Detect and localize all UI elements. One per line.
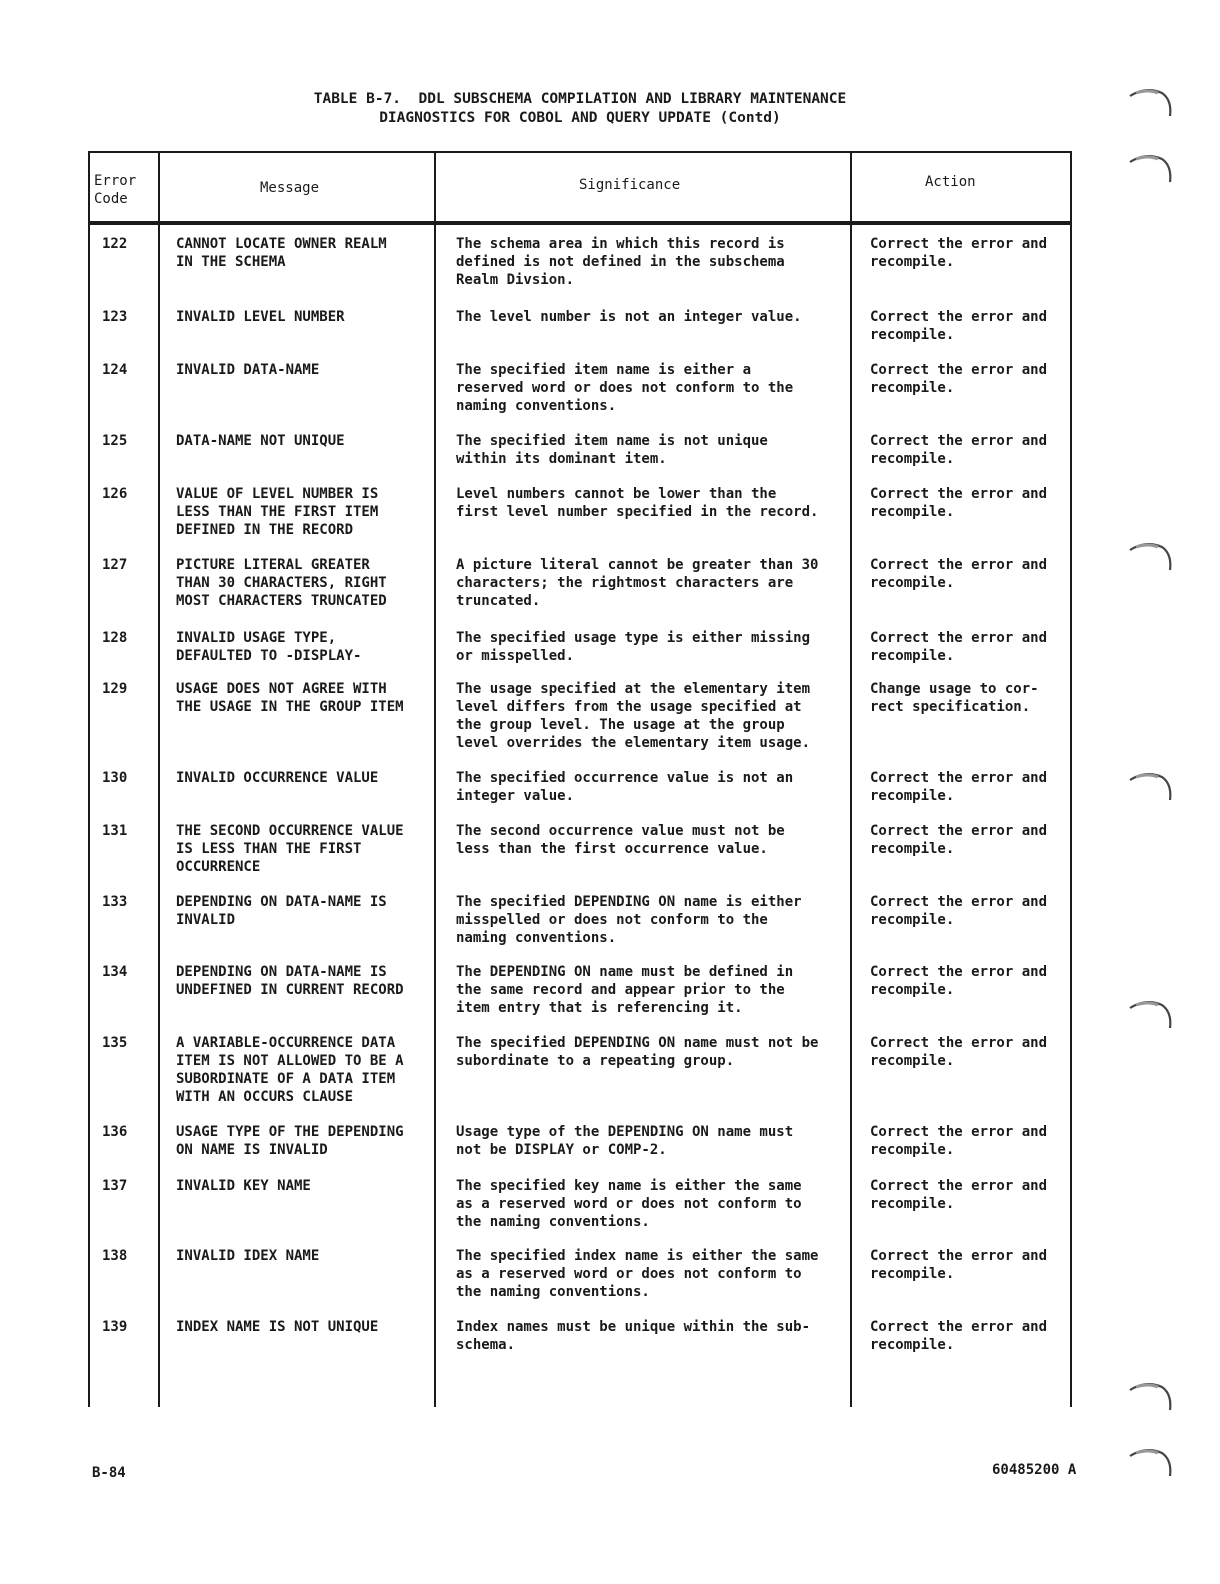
table-title-line-2: DIAGNOSTICS FOR COBOL AND QUERY UPDATE (Contd) (379, 110, 781, 126)
error-action: Correct the error and recompile. (870, 1178, 1048, 1212)
error-action: Correct the error and recompile. (870, 486, 1048, 520)
error-code: 135 (102, 1035, 128, 1051)
error-message: DATA-NAME NOT UNIQUE (176, 433, 345, 449)
error-significance: A picture literal cannot be greater than 30 characters; the rightmost characters are truncated. (456, 557, 819, 609)
error-action: Correct the error and recompile. (870, 362, 1048, 396)
error-message: CANNOT LOCATE OWNER REALM IN THE SCHEMA (176, 236, 387, 270)
page-number: B-84 (92, 1465, 126, 1481)
error-action: Correct the error and recompile. (870, 770, 1048, 804)
error-message: INDEX NAME IS NOT UNIQUE (176, 1319, 379, 1335)
error-significance: The second occurrence value must not be less than the first occurrence value. (456, 823, 785, 857)
error-message: INVALID LEVEL NUMBER (176, 309, 345, 325)
header-error-label: Error (94, 173, 137, 189)
error-significance: The specified item name is not unique within its dominant item. (456, 433, 768, 467)
header-double-rule (88, 221, 1072, 223)
error-message: INVALID KEY NAME (176, 1178, 311, 1194)
error-action: Correct the error and recompile. (870, 433, 1048, 467)
table-title-line-1: TABLE B-7. DDL SUBSCHEMA COMPILATION AND LIBRARY MAINTENANCE (313, 91, 847, 107)
error-action: Correct the error and recompile. (870, 557, 1048, 591)
error-message: INVALID DATA-NAME (176, 362, 320, 378)
table-row (88, 629, 1072, 680)
error-code: 128 (102, 630, 128, 646)
error-action: Change usage to cor- rect specification. (870, 681, 1039, 715)
error-action: Correct the error and recompile. (870, 309, 1048, 343)
error-code: 136 (102, 1124, 128, 1140)
error-code: 138 (102, 1248, 128, 1264)
error-action: Correct the error and recompile. (870, 236, 1048, 270)
error-significance: The specified index name is either the same as a reserved word or does not conform to the naming conventions. (456, 1248, 819, 1300)
error-message: VALUE OF LEVEL NUMBER IS LESS THAN THE FIRST ITEM DEFINED IN THE RECORD (176, 486, 379, 538)
error-message: PICTURE LITERAL GREATER THAN 30 CHARACTERS, RIGHT MOST CHARACTERS TRUNCATED (176, 557, 387, 609)
error-action: Correct the error and recompile. (870, 630, 1048, 664)
error-significance: Level numbers cannot be lower than the first level number specified in the record. (456, 486, 819, 520)
error-action: Correct the error and recompile. (870, 1035, 1048, 1069)
error-significance: Index names must be unique within the sub- schema. (456, 1319, 811, 1353)
table-row (88, 769, 1072, 822)
error-significance: The usage specified at the elementary item level differs from the usage specified at the group level. The usage at the group level overrides the elementary item usage. (456, 681, 811, 751)
table-body (88, 235, 1072, 1378)
error-code: 137 (102, 1178, 128, 1194)
header-error-code (94, 172, 136, 208)
punch-hole-mark-icon (1128, 84, 1174, 118)
punch-hole-mark-icon (1128, 150, 1174, 184)
table-row (88, 361, 1072, 432)
table-title (0, 90, 1160, 128)
table-row (88, 308, 1072, 361)
error-code: 124 (102, 362, 128, 378)
error-code: 129 (102, 681, 128, 697)
error-code: 131 (102, 823, 128, 839)
error-message: INVALID USAGE TYPE, DEFAULTED TO -DISPLAY- (176, 630, 362, 664)
error-code: 125 (102, 433, 128, 449)
error-action: Correct the error and recompile. (870, 894, 1048, 928)
punch-hole-mark-icon (1128, 538, 1174, 572)
document-number: 60485200 A (992, 1462, 1077, 1478)
error-code: 127 (102, 557, 128, 573)
header-action: Action (925, 174, 976, 190)
error-code: 123 (102, 309, 128, 325)
error-message: DEPENDING ON DATA-NAME IS UNDEFINED IN CURRENT RECORD (176, 964, 404, 998)
error-action: Correct the error and recompile. (870, 1319, 1048, 1353)
error-significance: The specified usage type is either missing or misspelled. (456, 630, 811, 664)
error-action: Correct the error and recompile. (870, 964, 1048, 998)
error-significance: The schema area in which this record is defined is not defined in the subschema Realm Divsion. (456, 236, 785, 288)
error-message: INVALID IDEX NAME (176, 1248, 320, 1264)
table-row (88, 485, 1072, 556)
error-action: Correct the error and recompile. (870, 1248, 1048, 1282)
header-message: Message (260, 180, 320, 196)
table-row (88, 1247, 1072, 1318)
table-row (88, 822, 1072, 893)
header-significance: Significance (579, 177, 681, 193)
error-significance: The specified occurrence value is not an integer value. (456, 770, 794, 804)
table-row (88, 1034, 1072, 1123)
error-code: 139 (102, 1319, 128, 1335)
error-significance: The specified DEPENDING ON name is either misspelled or does not conform to the naming conventions. (456, 894, 802, 946)
error-message: A VARIABLE-OCCURRENCE DATA ITEM IS NOT ALLOWED TO BE A SUBORDINATE OF A DATA ITEM WITH AN OCCURS CLAUSE (176, 1035, 404, 1105)
table-row (88, 556, 1072, 629)
error-code: 130 (102, 770, 128, 786)
error-message: INVALID OCCURRENCE VALUE (176, 770, 379, 786)
table-row (88, 432, 1072, 485)
table-row (88, 1318, 1072, 1378)
error-action: Correct the error and recompile. (870, 823, 1048, 857)
error-action: Correct the error and recompile. (870, 1124, 1048, 1158)
error-message: DEPENDING ON DATA-NAME IS INVALID (176, 894, 387, 928)
table-row (88, 235, 1072, 308)
punch-hole-mark-icon (1128, 1444, 1174, 1478)
error-significance: The level number is not an integer value. (456, 309, 802, 325)
punch-hole-mark-icon (1128, 1378, 1174, 1412)
error-code: 133 (102, 894, 128, 910)
error-significance: The specified DEPENDING ON name must not be subordinate to a repeating group. (456, 1035, 819, 1069)
error-message: THE SECOND OCCURRENCE VALUE IS LESS THAN THE FIRST OCCURRENCE (176, 823, 404, 875)
punch-hole-mark-icon (1128, 996, 1174, 1030)
header-code-label: Code (94, 191, 128, 207)
error-significance: The specified key name is either the same as a reserved word or does not conform to the naming conventions. (456, 1178, 802, 1230)
error-code: 134 (102, 964, 128, 980)
diagnostics-table (88, 151, 1072, 1407)
error-code: 122 (102, 236, 128, 252)
error-message: USAGE TYPE OF THE DEPENDING ON NAME IS INVALID (176, 1124, 404, 1158)
error-significance: Usage type of the DEPENDING ON name must not be DISPLAY or COMP-2. (456, 1124, 794, 1158)
table-row (88, 1177, 1072, 1247)
table-row (88, 963, 1072, 1034)
error-code: 126 (102, 486, 128, 502)
table-row (88, 893, 1072, 963)
table-row (88, 1123, 1072, 1177)
table-row (88, 680, 1072, 769)
error-significance: The DEPENDING ON name must be defined in the same record and appear prior to the item entry that is referencing it. (456, 964, 794, 1016)
error-message: USAGE DOES NOT AGREE WITH THE USAGE IN THE GROUP ITEM (176, 681, 404, 715)
error-significance: The specified item name is either a reserved word or does not conform to the naming conventions. (456, 362, 794, 414)
punch-hole-mark-icon (1128, 768, 1174, 802)
